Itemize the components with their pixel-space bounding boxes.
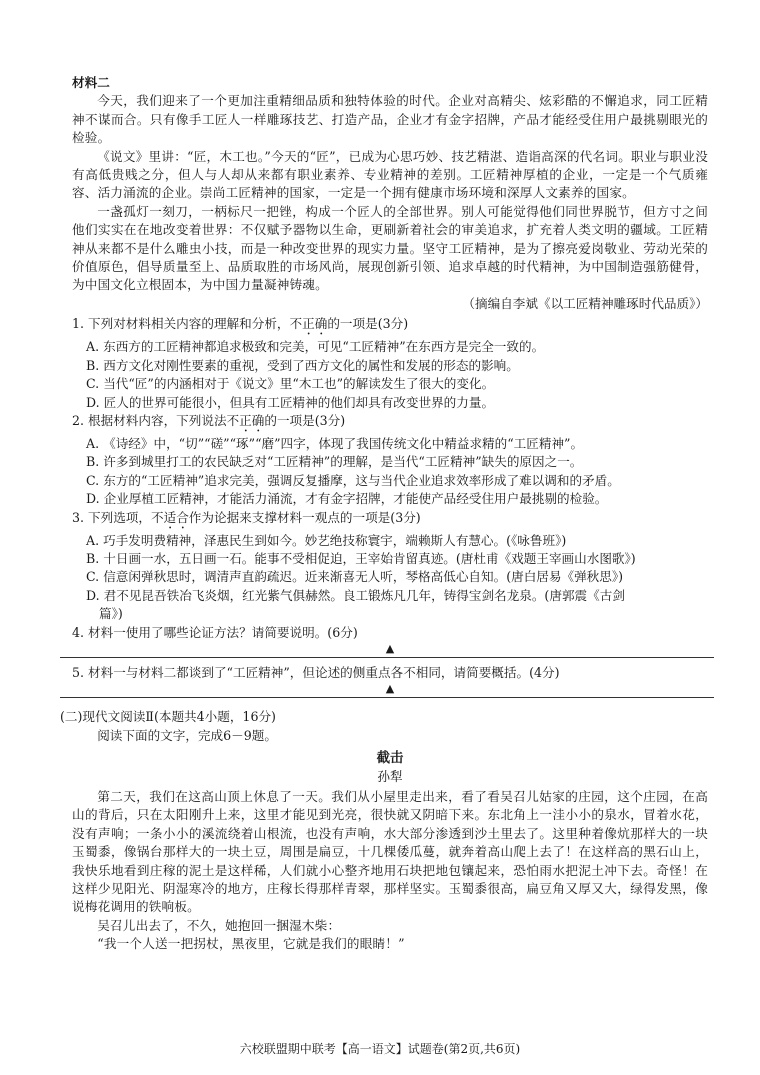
answer-area-divider-2 [72, 682, 708, 704]
question-2-option-c: C. 东方的“工匠精神”追求完美，强调反复播摩，这与当代企业追求效率形成了难以调和的矛盾。 [86, 472, 620, 488]
material-two-paragraph-2: 《说文》里讲：“匠，木工也。”今天的“匠”，已成为心思巧妙、技艺精湛、造诣高深的代名词。职业与职业没有高低贵贱之分，但人与人却从来都有职业素养、专业精神的差别。工匠精神厚植的企业，一定是一个气质雍容、活力涌流的企业。崇尚工匠精神的国家，一定是一个拥有健康市场环境和深厚人文素养的国家。 [72, 148, 708, 201]
question-4-stem: 4. 材料一使用了哪些论证方法？请简要说明。(6分) [72, 624, 358, 640]
question-2-emphasis: 正确 [239, 412, 265, 428]
question-5-stem: 5. 材料一与材料二都谈到了“工匠精神”，但论述的侧重点各不相同，请简要概括。(4分) [72, 664, 560, 680]
answer-area-divider-1 [72, 642, 708, 664]
question-3-stem-post: 作为论据来支撑材料一观点的一项是(3分) [188, 509, 421, 525]
question-3-stem-pre: 3. 下列选项，不 [72, 509, 164, 525]
answer-line [60, 657, 714, 658]
section-two-heading: (二)现代文阅读Ⅱ(本题共4小题，16分) [60, 709, 276, 725]
passage-paragraph-2: 吴召儿出去了，不久，她抱回一捆湿木柴： [97, 917, 341, 933]
question-3-emphasis: 适合 [163, 509, 189, 525]
answer-line [60, 697, 714, 698]
question-1-option-d: D. 匠人的世界可能很小，但具有工匠精神的他们却具有改变世界的力量。 [86, 394, 495, 410]
question-1-stem-post: 的一项是(3分) [327, 316, 409, 332]
question-1-option-c: C. 当代“匠”的内涵相对于《说文》里“木工也”的解读发生了很大的变化。 [86, 376, 495, 392]
question-2-stem-post: 的一项是(3分) [264, 412, 346, 428]
question-2-option-d: D. 企业厚植工匠精神，才能活力涌流，才有金字招牌，才能使产品经受住用户最挑剔的检验。 [86, 491, 608, 507]
material-two-paragraph-1: 今天，我们迎来了一个更加注重精细品质和独特体验的时代。企业对高精尖、炫彩酷的不懈追求，同工匠精神不谋而合。只有像手工匠人一样雕琢技艺、打造产品，企业才有金字招牌，产品才能经受住用户最挑剔眼光的检验。 [72, 93, 708, 146]
question-1-option-a: A. 东西方的工匠精神都追求极致和完美，可见“工匠精神”在东西方是完全一致的。 [86, 339, 545, 355]
material-two-source: （摘编自李斌《以工匠精神雕琢时代品质》） [462, 295, 708, 311]
exam-page [60, 74, 708, 954]
question-1-stem [72, 315, 708, 338]
passage-author: 孙犁 [377, 768, 403, 784]
question-1-emphasis: 正确 [302, 316, 328, 332]
question-3-option-d-continuation: 篇》) [99, 606, 123, 622]
question-3-stem [72, 509, 708, 532]
material-two-paragraph-3: 一盏孤灯一刻刀，一柄标尺一把锉，构成一个匠人的全部世界。别人可能觉得他们同世界脱节，但方寸之间他们实实在在地改变着世界：不仅赋予器物以生命，更刷新着社会的审美追求，扩充着人类文明的疆域。工匠精神从来都不是什么雕虫小技，而是一种改变世界的现实力量。坚守工匠精神，是为了擦亮爱岗敬业、劳动光荣的价值原色，倡导质量至上、品质取胜的市场风尚，展现创新引领、追求卓越的时代精神，为中国制造强筋健骨，为中国文化立根固本，为中国力量凝神铸魂。 [72, 203, 708, 293]
material-two-heading: 材料二 [72, 75, 110, 90]
question-3-option-d: D. 君不见昆吾铁冶飞炎烟，红光紫气俱赫然。良工锻炼凡几年，铸得宝剑名龙泉。(唐郭震《古剑 [86, 587, 625, 603]
question-1-option-b: B. 西方文化对刚性要素的重视，受到了西方文化的属性和发展的形态的影响。 [86, 357, 519, 373]
question-1-stem-pre: 1. 下列对材料相关内容的理解和分析，不 [72, 316, 303, 332]
question-2-option-a: A. 《诗经》中，“切”“磋”“琢”“磨”四字，体现了我国传统文化中精益求精的“工匠精神”。 [86, 435, 584, 451]
section-two-intro: 阅读下面的文字，完成6－9题。 [97, 727, 277, 743]
triangle-marker-icon: ▲ [385, 682, 395, 696]
passage-title: 截击 [376, 750, 404, 767]
passage-paragraph-1: 第二天，我们在这高山顶上休息了一天。我们从小屋里走出来，看了看吴召儿姑家的庄园，这个庄园，在高山的背后，只在太阳刚升上来，这里才能见到光亮，很快就又阴暗下来。东北角上一洼小小的泉水，冒着水花，没有声响；一条小小的溪流绕着山根流，也没有声响，水大部分渗透到沙土里去了。这里种着像炕那样大的一块玉蜀黍，像锅台那样大的一块土豆，周围是扁豆，十几棵倭瓜蔓，就奔着高山爬上去了！在这样高的黑石山上，我快乐地看到庄稼的泥土是这样稀，人们就小心整齐地用石块把地包镶起来，恐怕雨水把泥土冲下去。奇怪！在这样少见阳光、阴湿寒冷的地方，庄稼长得那样青翠，那样坚实。玉蜀黍很高，扁豆角又厚又大，绿得发黑，像说梅花调用的铁响板。 [72, 789, 708, 915]
question-3-option-a: A. 巧手发明费精神，泽惠民生到如今。妙艺绝技称寰宇，端赖斯人有慧心。(《咏鲁班》) [86, 532, 567, 548]
page-footer: 六校联盟期中联考【高一语文】试题卷(第2页,共6页) [239, 1042, 521, 1056]
question-2-stem-pre: 2. 根据材料内容，下列说法不 [72, 412, 240, 428]
question-3-option-b: B. 十日画一水，五日画一石。能事不受相促迫，王宰始肯留真迹。(唐杜甫《戏题王宰画山水图歌》) [86, 550, 636, 566]
triangle-marker-icon: ▲ [385, 641, 395, 655]
passage-paragraph-3: “我一个人送一把拐杖，黑夜里，它就是我们的眼睛！” [97, 936, 405, 952]
question-2-option-b: B. 许多到城里打工的农民缺乏对“工匠精神”的理解，是当代“工匠精神”缺失的原因之一。 [86, 454, 583, 470]
question-3-option-c: C. 信意闲弹秋思时，调清声直韵疏迟。近来渐喜无人听，琴格高低心自知。(唐白居易《弹秋思》) [86, 569, 624, 585]
question-2-stem [72, 412, 708, 435]
